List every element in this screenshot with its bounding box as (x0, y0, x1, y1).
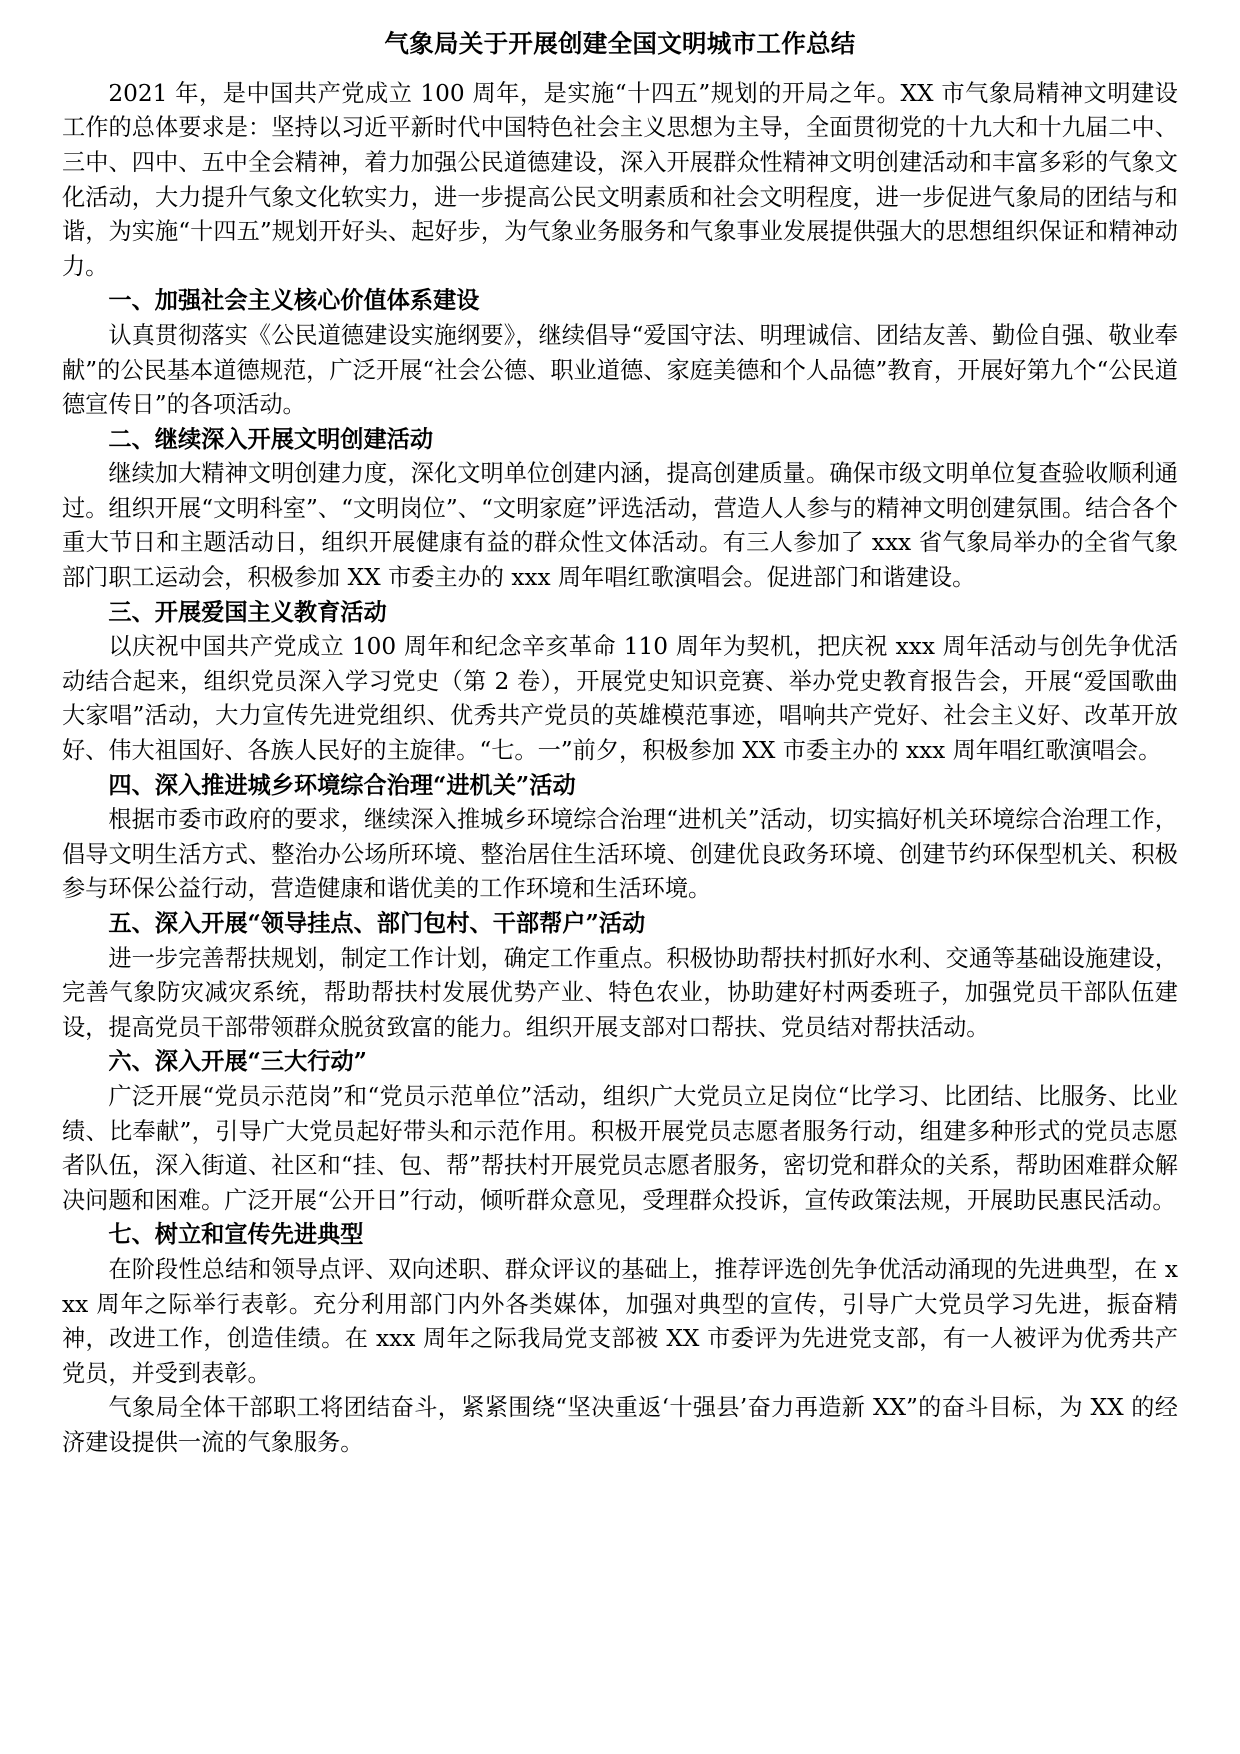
document-body (62, 77, 1178, 1461)
section-1-paragraph: 认真贯彻落实《公民道德建设实施纲要》，继续倡导“爱国守法、明理诚信、团结友善、勤俭自强、敬业奉献”的公民基本道德规范，广泛开展“社会公德、职业道德、家庭美德和个人品德”教育，开展好第九个“公民道德宣传日”的各项活动。 (62, 321, 1178, 419)
page-title: 气象局关于开展创建全国文明城市工作总结 (384, 29, 856, 58)
closing-paragraph: 气象局全体干部职工将团结奋斗，紧紧围绕“坚决重返‘十强县’奋力再造新 XX”的奋斗目标，为 XX 的经济建设提供一流的气象服务。 (62, 1394, 1178, 1456)
intro-paragraph: 2021 年，是中国共产党成立 100 周年，是实施“十四五”规划的开局之年。XX 市气象局精神文明建设工作的总体要求是：坚持以习近平新时代中国特色社会主义思想为主导，全面贯彻党的十九大和十九届二中、三中、四中、五中全会精神，着力加强公民道德建设，深入开展群众性精神文明创建活动和丰富多彩的气象文化活动，大力提升气象文化软实力，进一步提高公民文明素质和社会文明程度，进一步促进气象局的团结与和谐，为实施“十四五”规划开好头、起好步，为气象业务服务和气象事业发展提供强大的思想组织保证和精神动力。 (62, 79, 1178, 280)
section-6-paragraph: 广泛开展“党员示范岗”和“党员示范单位”活动，组织广大党员立足岗位“比学习、比团结、比服务、比业绩、比奉献”，引导广大党员起好带头和示范作用。积极开展党员志愿者服务行动，组建多种形式的党员志愿者队伍，深入街道、社区和“挂、包、帮”帮扶村开展党员志愿者服务，密切党和群众的关系，帮助困难群众解决问题和困难。广泛开展“公开日”行动，倾听群众意见，受理群众投诉，宣传政策法规，开展助民惠民活动。 (62, 1082, 1178, 1214)
section-3-paragraph: 以庆祝中国共产党成立 100 周年和纪念辛亥革命 110 周年为契机，把庆祝 xxx 周年活动与创先争优活动结合起来，组织党员深入学习党史（第 2 卷），开展党史知识竞赛、举办党史教育报告会，开展“爱国歌曲大家唱”活动，大力宣传先进党组织、优秀共产党员的英雄模范事迹，唱响共产党好、社会主义好、改革开放好、伟大祖国好、各族人民好的主旋律。“七。一”前夕，积极参加 XX 市委主办的 xxx 周年唱红歌演唱会。 (62, 633, 1178, 765)
section-2-paragraph: 继续加大精神文明创建力度，深化文明单位创建内涵，提高创建质量。确保市级文明单位复查验收顺利通过。组织开展“文明科室”、“文明岗位”、“文明家庭”评选活动，营造人人参与的精神文明创建氛围。结合各个重大节日和主题活动日，组织开展健康有益的群众性文体活动。有三人参加了 xxx 省气象局举办的全省气象部门职工运动会，积极参加 XX 市委主办的 xxx 周年唱红歌演唱会。促进部门和谐建设。 (62, 460, 1178, 592)
section-heading-4: 四、深入推进城乡环境综合治理“进机关”活动 (108, 771, 576, 799)
section-heading-2: 二、继续深入开展文明创建活动 (108, 425, 434, 453)
section-heading-1: 一、加强社会主义核心价值体系建设 (108, 287, 480, 315)
section-heading-6: 六、深入开展“三大行动” (108, 1048, 367, 1076)
section-heading-5: 五、深入开展“领导挂点、部门包村、干部帮户”活动 (108, 910, 646, 937)
section-heading-7: 七、树立和宣传先进典型 (108, 1221, 364, 1249)
section-4-paragraph: 根据市委市政府的要求，继续深入推城乡环境综合治理“进机关”活动，切实搞好机关环境综合治理工作，倡导文明生活方式、整治办公场所环境、整治居住生活环境、创建优良政务环境、创建节约环保型机关、积极参与环保公益行动，营造健康和谐优美的工作环境和生活环境。 (62, 806, 1178, 903)
section-7-paragraph: 在阶段性总结和领导点评、双向述职、群众评议的基础上，推荐评选创先争优活动涌现的先进典型，在 xxx 周年之际举行表彰。充分利用部门内外各类媒体，加强对典型的宣传，引导广大党员学习先进，振奋精神，改进工作，创造佳绩。在 xxx 周年之际我局党支部被 XX 市委评为先进党支部，有一人被评为优秀共产党员，并受到表彰。 (62, 1255, 1178, 1387)
section-heading-3: 三、开展爱国主义教育活动 (108, 598, 387, 626)
section-5-paragraph: 进一步完善帮扶规划，制定工作计划，确定工作重点。积极协助帮扶村抓好水利、交通等基础设施建设，完善气象防灾减灾系统，帮助帮扶村发展优势产业、特色农业，协助建好村两委班子，加强党员干部队伍建设，提高党员干部带领群众脱贫致富的能力。组织开展支部对口帮扶、党员结对帮扶活动。 (62, 944, 1178, 1041)
